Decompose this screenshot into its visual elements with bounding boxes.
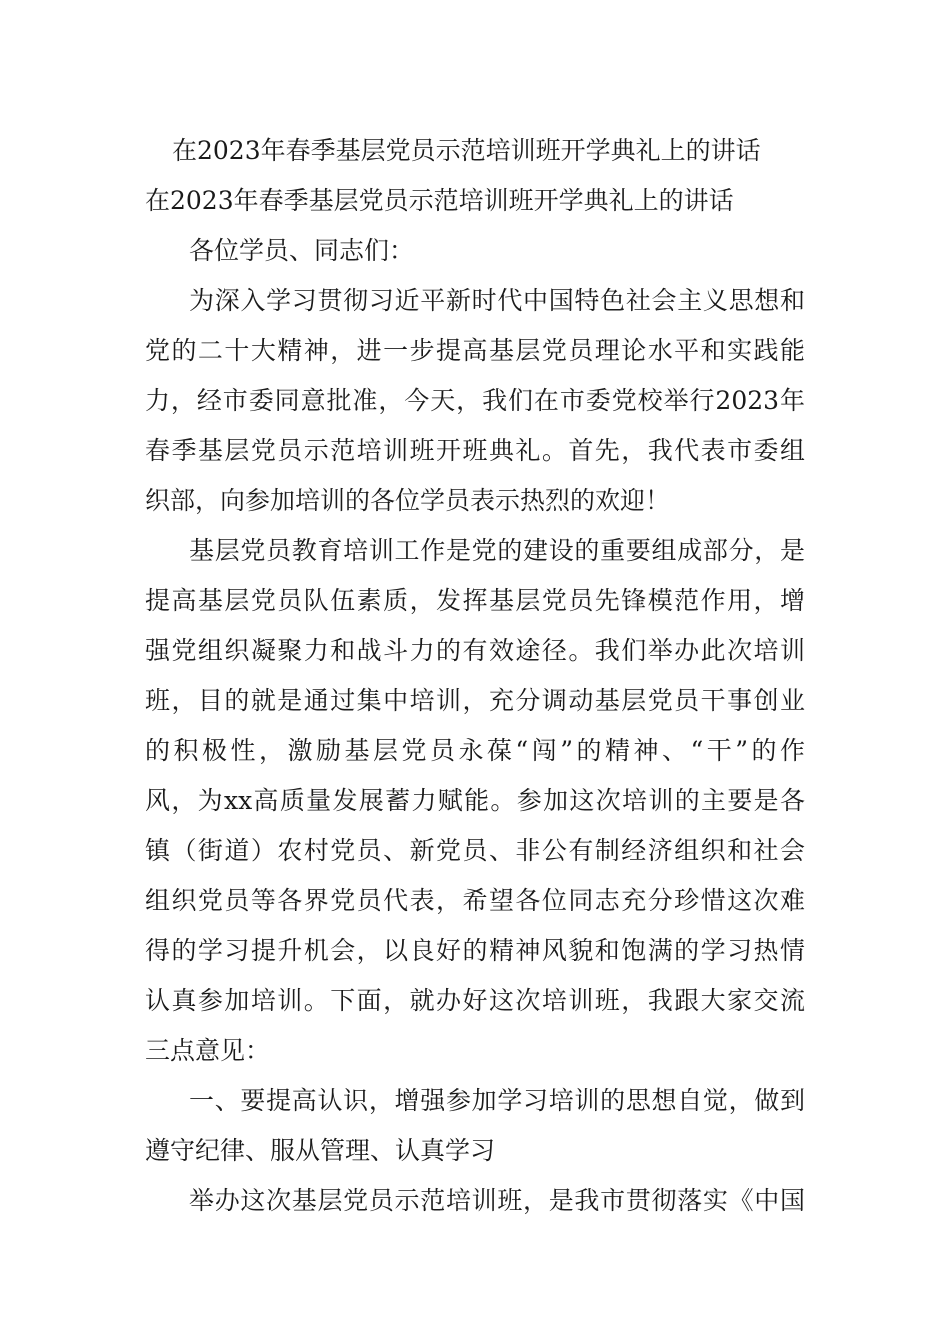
paragraph-2-line-4: 班，目的就是通过集中培训，充分调动基层党员干事创业	[145, 686, 805, 715]
paragraph-2-line-6: 风，为xx高质量发展蓄力赋能。参加这次培训的主要是各	[145, 786, 805, 815]
paragraph-1-line-4: 春季基层党员示范培训班开班典礼。首先，我代表市委组	[145, 436, 805, 465]
paragraph-2-line-3: 强党组织凝聚力和战斗力的有效途径。我们举办此次培训	[145, 636, 805, 665]
paragraph-1-line-3: 力，经市委同意批准，今天，我们在市委党校举行2023年	[145, 386, 805, 415]
paragraph-2-line-1: 基层党员教育培训工作是党的建设的重要组成部分，是	[189, 536, 805, 565]
paragraph-2-line-9: 得的学习提升机会，以良好的精神风貌和饱满的学习热情	[145, 936, 805, 965]
paragraph-2-line-10: 认真参加培训。下面，就办好这次培训班，我跟大家交流	[145, 986, 805, 1015]
paragraph-2-line-7: 镇（街道）农村党员、新党员、非公有制经济组织和社会	[145, 836, 805, 865]
paragraph-2-line-8: 组织党员等各界党员代表，希望各位同志充分珍惜这次难	[145, 886, 805, 915]
paragraph-1-line-1: 为深入学习贯彻习近平新时代中国特色社会主义思想和	[189, 286, 805, 315]
document-subtitle-line: 在2023年春季基层党员示范培训班开学典礼上的讲话	[145, 186, 734, 215]
document-title-line: 在2023年春季基层党员示范培训班开学典礼上的讲话	[172, 136, 761, 165]
section-heading-1-line-1: 一、要提高认识，增强参加学习培训的思想自觉，做到	[189, 1086, 805, 1115]
paragraph-1-line-5: 织部，向参加培训的各位学员表示热烈的欢迎！	[145, 486, 671, 515]
greeting: 各位学员、同志们：	[189, 236, 415, 265]
paragraph-1-line-2: 党的二十大精神，进一步提高基层党员理论水平和实践能	[145, 336, 805, 365]
paragraph-2-line-2: 提高基层党员队伍素质，发挥基层党员先锋模范作用，增	[145, 586, 805, 615]
paragraph-4-line-1: 举办这次基层党员示范培训班，是我市贯彻落实《中国	[189, 1186, 805, 1215]
section-heading-1-line-2: 遵守纪律、服从管理、认真学习	[145, 1136, 496, 1165]
paragraph-2-line-11: 三点意见：	[145, 1036, 271, 1065]
paragraph-2-line-5: 的积极性，激励基层党员永葆“闯”的精神、“干”的作	[145, 736, 805, 765]
